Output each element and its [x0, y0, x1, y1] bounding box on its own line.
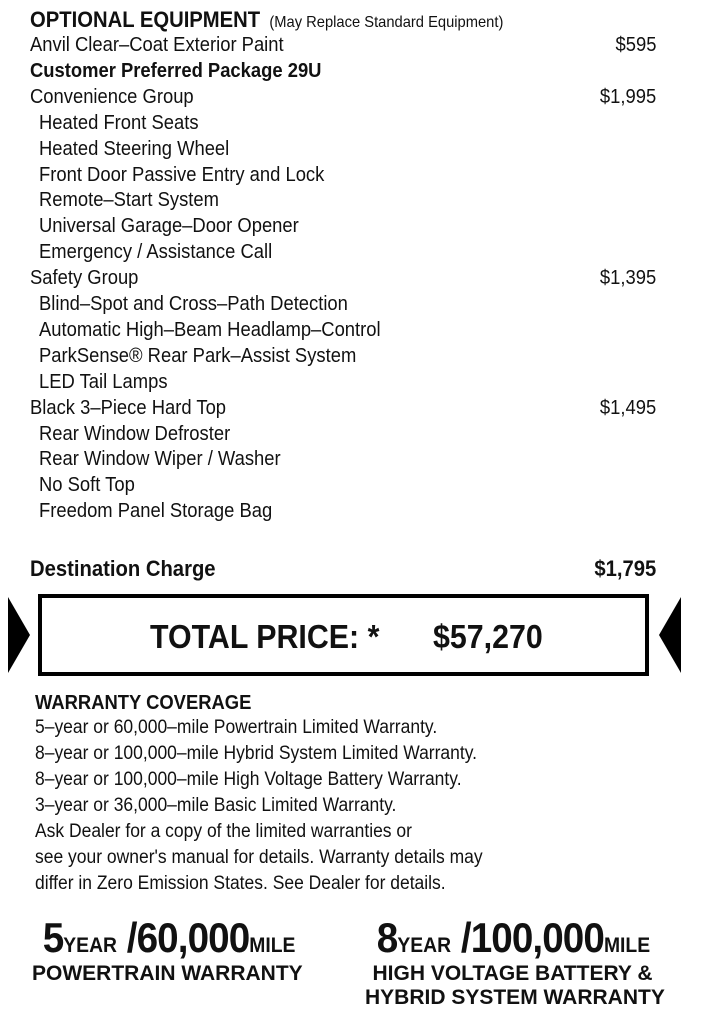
equipment-label: Remote–Start System	[39, 189, 219, 212]
equipment-item-row	[30, 395, 656, 421]
battery-warranty-caption-line2: HYBRID SYSTEM WARRANTY	[365, 986, 665, 1009]
equipment-item-row	[30, 84, 656, 110]
years-number: 5	[42, 914, 64, 961]
slash: /	[451, 914, 471, 961]
equipment-label: Blind–Spot and Cross–Path Detection	[39, 293, 348, 315]
equipment-label: Black 3–Piece Hard Top	[30, 396, 227, 419]
equipment-package-row	[30, 58, 656, 84]
warranty-line: differ in Zero Emission States. See Dealer for details.	[35, 873, 446, 894]
equipment-label: Front Door Passive Entry and Lock	[39, 163, 325, 186]
equipment-price: $1,495	[599, 396, 656, 419]
optional-equipment-header	[30, 7, 503, 33]
warranty-title: WARRANTY COVERAGE	[35, 692, 252, 714]
right-arrow-marker	[659, 597, 681, 673]
destination-charge-label: Destination Charge	[30, 556, 216, 581]
equipment-label: Freedom Panel Storage Bag	[39, 500, 273, 523]
destination-charge-price: $1,795	[594, 556, 656, 581]
warranty-coverage	[35, 691, 575, 897]
equipment-label: Anvil Clear–Coat Exterior Paint	[30, 34, 284, 56]
warranty-line: see your owner's manual for details. Warranty details may	[35, 847, 483, 868]
mile-word: MILE	[249, 934, 296, 957]
year-word: YEAR	[63, 934, 117, 957]
equipment-subitem	[30, 291, 656, 317]
miles-number: 60,000	[136, 914, 250, 961]
destination-charge-row	[30, 556, 656, 582]
battery-hybrid-warranty-badge	[365, 914, 665, 1010]
powertrain-warranty-term	[42, 914, 296, 962]
equipment-label: Rear Window Defroster	[39, 422, 231, 445]
battery-warranty-caption-line1: HIGH VOLTAGE BATTERY &	[372, 962, 653, 985]
optional-equipment-note: (May Replace Standard Equipment)	[269, 14, 504, 31]
equipment-price: $595	[615, 34, 656, 56]
miles-number: 100,000	[470, 914, 604, 961]
years-number: 8	[376, 914, 398, 961]
equipment-subitem	[30, 472, 656, 498]
powertrain-warranty-caption: POWERTRAIN WARRANTY	[32, 962, 303, 985]
equipment-label: Rear Window Wiper / Washer	[39, 448, 281, 471]
equipment-subitem	[30, 162, 656, 188]
equipment-subitem	[30, 187, 656, 213]
equipment-subitem	[30, 110, 656, 136]
mile-word: MILE	[603, 934, 651, 957]
total-price-value: $57,270	[433, 618, 543, 655]
equipment-label: LED Tail Lamps	[39, 370, 168, 393]
equipment-subitem	[30, 317, 656, 343]
equipment-subitem	[30, 136, 656, 162]
equipment-item-row	[30, 265, 656, 291]
equipment-subitem	[30, 421, 656, 447]
equipment-label: No Soft Top	[39, 474, 135, 497]
warranty-line: 8–year or 100,000–mile High Voltage Battery Warranty.	[35, 769, 462, 790]
equipment-subitem	[30, 239, 656, 265]
equipment-subitem	[30, 498, 656, 524]
warranty-line: Ask Dealer for a copy of the limited warranties or	[35, 821, 412, 842]
equipment-subitem	[30, 369, 656, 395]
equipment-item-row	[30, 32, 656, 58]
powertrain-warranty-badge	[32, 914, 303, 986]
equipment-label: Heated Front Seats	[39, 111, 199, 134]
equipment-label: Emergency / Assistance Call	[39, 241, 273, 264]
equipment-label: Automatic High–Beam Headlamp–Control	[39, 318, 381, 341]
left-arrow-marker	[8, 597, 30, 673]
total-price-label: TOTAL PRICE: *	[150, 618, 380, 655]
year-word: YEAR	[397, 934, 452, 957]
equipment-subitem	[30, 343, 656, 369]
equipment-label: Universal Garage–Door Opener	[39, 215, 299, 238]
equipment-label: ParkSense® Rear Park–Assist System	[39, 344, 357, 367]
equipment-price: $1,995	[599, 85, 656, 108]
equipment-price: $1,395	[599, 267, 656, 290]
battery-warranty-term	[376, 914, 651, 962]
warranty-line: 5–year or 60,000–mile Powertrain Limited Warranty.	[35, 717, 438, 738]
optional-equipment-title: OPTIONAL EQUIPMENT	[30, 7, 261, 32]
equipment-label: Heated Steering Wheel	[39, 137, 230, 160]
warranty-line: 3–year or 36,000–mile Basic Limited Warranty.	[35, 795, 397, 816]
equipment-subitem	[30, 446, 656, 472]
warranty-line: 8–year or 100,000–mile Hybrid System Limited Warranty.	[35, 743, 478, 764]
equipment-subitem	[30, 213, 656, 239]
equipment-label: Convenience Group	[30, 85, 194, 108]
equipment-label: Safety Group	[30, 267, 139, 290]
slash: /	[116, 914, 137, 961]
equipment-label: Customer Preferred Package 29U	[30, 59, 322, 82]
